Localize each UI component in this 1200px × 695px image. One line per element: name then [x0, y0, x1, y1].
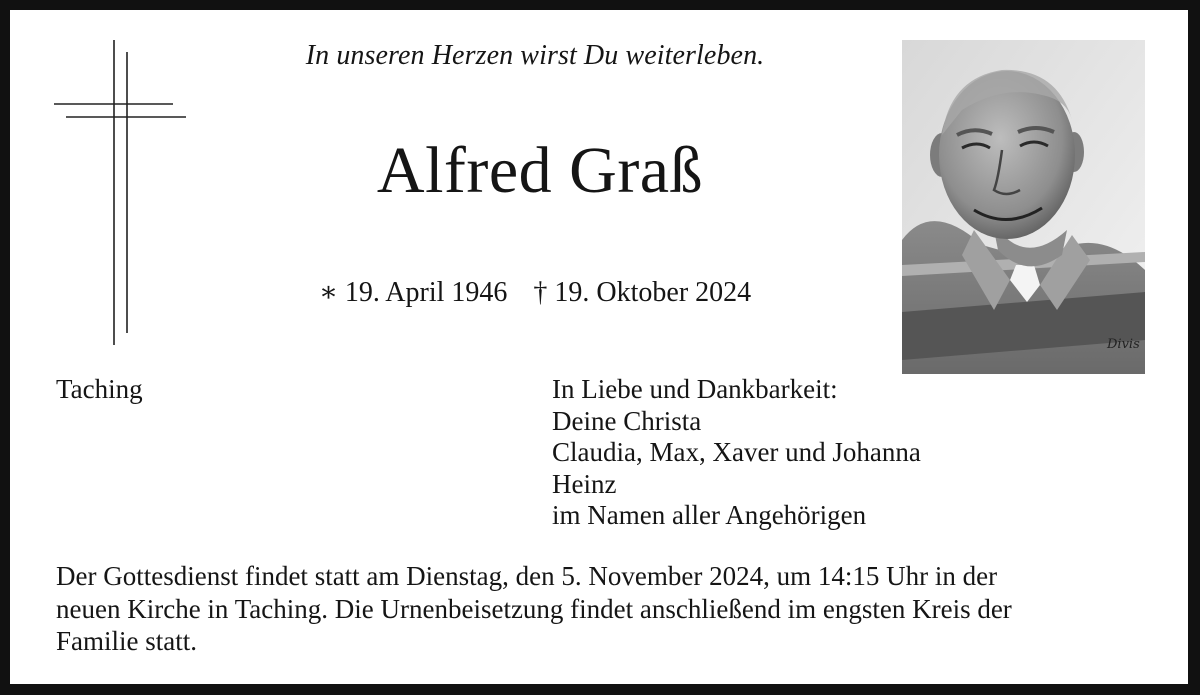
obituary-notice: [10, 10, 1188, 684]
mourners-line: im Namen aller Angehörigen: [552, 500, 867, 530]
mourners-line: Deine Christa: [552, 405, 702, 436]
mourners-block: [552, 374, 921, 532]
life-dates: [250, 275, 820, 309]
service-line: Familie statt.: [56, 626, 197, 656]
shirt-logo: Divis: [1107, 337, 1140, 352]
birth-date: ∗ 19. April 1946: [318, 277, 508, 308]
deceased-name: Alfred Graß: [376, 134, 704, 207]
mourners-line: Claudia, Max, Xaver und Johanna: [552, 437, 921, 467]
service-line: Der Gottesdienst findet statt am Dienstag, den 5. November 2024, um 14:15 Uhr in der: [56, 561, 998, 591]
cross-icon: [54, 40, 186, 345]
mourners-line: Heinz: [552, 468, 617, 499]
death-date: † 19. Oktober 2024: [533, 277, 752, 308]
mourners-line: In Liebe und Dankbarkeit:: [552, 374, 838, 404]
service-line: neuen Kirche in Taching. Die Urnenbeisetzung findet anschließend im engsten Kreis der: [56, 593, 1012, 624]
motto-text: In unseren Herzen wirst Du weiterleben.: [305, 40, 765, 71]
place-text: Taching: [56, 374, 143, 404]
portrait-photo: [902, 40, 1145, 374]
service-announcement: [56, 560, 1146, 658]
